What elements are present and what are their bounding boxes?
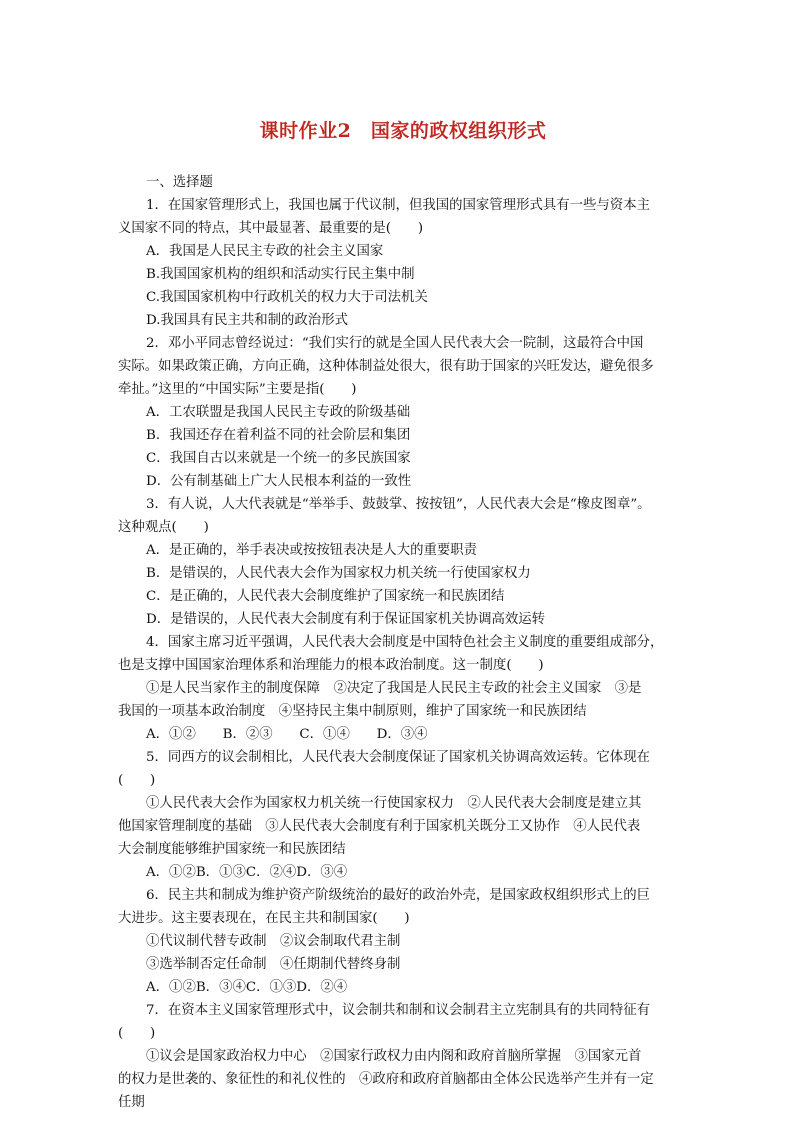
answer-option: D．是错误的，人民代表大会制度有利于保证国家机关协调高效运转 bbox=[146, 612, 546, 627]
answer-option: A．工农联盟是我国人民民主专政的阶级基础 bbox=[146, 405, 411, 420]
question-stem-line: 义国家不同的特点，其中最显著、最重要的是( ) bbox=[118, 221, 424, 236]
question-block bbox=[118, 493, 684, 631]
statement-line: ①代议制代替专政制 ②议会制取代君主制 bbox=[146, 934, 401, 949]
question-block bbox=[118, 884, 684, 999]
answer-choices: A．①②B．①③C．②④D．③④ bbox=[146, 865, 348, 880]
statement-line: 我国的一项基本政治制度 ④坚持民主集中制原则，维护了国家统一和民族团结 bbox=[118, 704, 587, 719]
statement-line: 大会制度能够维护国家统一和民族团结 bbox=[118, 842, 346, 857]
statement-line: 的权力是世袭的、象征性的和礼仪性的 ④政府和政府首脑都由全体公民选举产生并有一定 bbox=[118, 1072, 654, 1087]
statement-line: ①议会是国家政治权力中心 ②国家行政权力由内阁和政府首脑所掌握 ③国家元首 bbox=[146, 1049, 642, 1064]
answer-choices: A．①②B．③④C．①③D．②④ bbox=[146, 980, 348, 995]
statement-line: 他国家管理制度的基础 ③人民代表大会制度有利于国家机关既分工又协作 ④人民代表 bbox=[118, 819, 641, 834]
answer-option: C．是正确的，人民代表大会制度维护了国家统一和民族团结 bbox=[146, 589, 505, 604]
statement-line: ①是人民当家作主的制度保障 ②决定了我国是人民民主专政的社会主义国家 ③是 bbox=[146, 681, 642, 696]
answer-option: C．我国自古以来就是一个统一的多民族国家 bbox=[146, 451, 411, 466]
question-stem-line: 3．有人说，人大代表就是“举举手、鼓鼓掌、按按钮”，人民代表大会是“橡皮图章”。 bbox=[146, 497, 651, 512]
question-stem-line: ( ) bbox=[118, 773, 156, 788]
question-list bbox=[118, 194, 684, 1114]
question-block bbox=[118, 999, 684, 1114]
worksheet-page bbox=[118, 116, 684, 1114]
question-stem-line: 大进步。这主要表现在，在民主共和制国家( ) bbox=[118, 911, 410, 926]
statement-line: ③选举制否定任命制 ④任期制代替终身制 bbox=[146, 957, 401, 972]
answer-option: C.我国国家机构中行政机关的权力大于司法机关 bbox=[146, 290, 428, 305]
question-stem-line: 4．国家主席习近平强调，人民代表大会制度是中国特色社会主义制度的重要组成部分， bbox=[146, 635, 664, 650]
section-heading: 一、选择题 bbox=[146, 175, 213, 190]
answer-option: B．我国还存在着利益不同的社会阶层和集团 bbox=[146, 428, 411, 443]
question-block bbox=[118, 631, 684, 746]
statement-line: ①人民代表大会作为国家权力机关统一行使国家权力 ②人民代表大会制度是建立其 bbox=[146, 796, 642, 811]
answer-option: A．是正确的，举手表决或按按钮表决是人大的重要职责 bbox=[146, 543, 478, 558]
question-stem-line: 1．在国家管理形式上，我国也属于代议制，但我国的国家管理形式具有一些与资本主 bbox=[146, 198, 650, 213]
question-stem-line: 6．民主共和制成为维护资产阶级统治的最好的政治外壳，是国家政权组织形式上的巨 bbox=[146, 888, 650, 903]
page-title: 课时作业2 国家的政权组织形式 bbox=[259, 120, 547, 142]
question-stem-line: 2．邓小平同志曾经说过：“我们实行的就是全国人民代表大会一院制，这最符合中国 bbox=[146, 336, 644, 351]
question-block bbox=[118, 332, 684, 493]
answer-choices: A．①② B．②③ C．①④ D．③④ bbox=[146, 727, 428, 742]
answer-option: D.我国具有民主共和制的政治形式 bbox=[146, 313, 348, 328]
question-block bbox=[118, 746, 684, 884]
answer-option: A．我国是人民民主专政的社会主义国家 bbox=[146, 244, 384, 259]
question-stem-line: 7．在资本主义国家管理形式中，议会制共和制和议会制君主立宪制具有的共同特征有 bbox=[146, 1003, 650, 1018]
answer-option: D．公有制基础上广大人民根本利益的一致性 bbox=[146, 474, 412, 489]
question-stem-line: ( ) bbox=[118, 1026, 156, 1041]
question-stem-line: 也是支撑中国国家治理体系和治理能力的根本政治制度。这一制度( ) bbox=[118, 658, 544, 673]
question-stem-line: 5．同西方的议会制相比，人民代表大会制度保证了国家机关协调高效运转。它体现在 bbox=[146, 750, 650, 765]
question-stem-line: 这种观点( ) bbox=[118, 520, 209, 535]
question-stem-line: 牵扯。”这里的“中国实际”主要是指( ) bbox=[118, 382, 357, 397]
question-block bbox=[118, 194, 684, 332]
question-stem-line: 实际。如果政策正确，方向正确，这种体制益处很大，很有助于国家的兴旺发达，避免很多 bbox=[118, 359, 654, 374]
answer-option: B.我国国家机构的组织和活动实行民主集中制 bbox=[146, 267, 415, 282]
answer-option: B．是错误的，人民代表大会作为国家权力机关统一行使国家权力 bbox=[146, 566, 531, 581]
statement-line: 任期 bbox=[118, 1095, 145, 1110]
